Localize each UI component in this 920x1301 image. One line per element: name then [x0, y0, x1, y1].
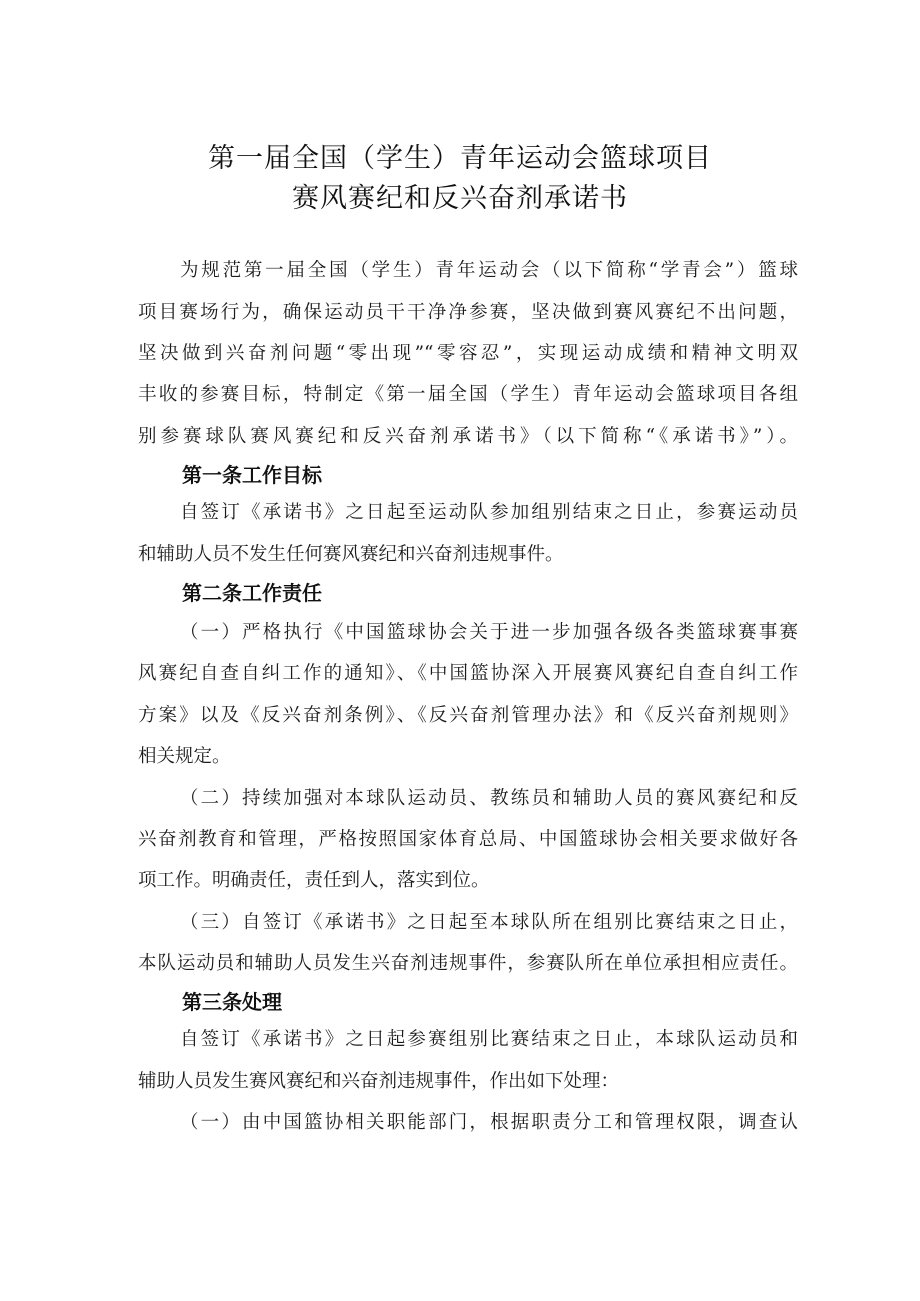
article-3-line: （一）由中国篮协相关职能部门，根据职责分工和管理权限，调查认	[180, 1112, 798, 1133]
intro-line: 坚决做到兴奋剂问题“零出现”“零容忍”，实现运动成绩和精神文明双	[138, 343, 798, 364]
intro-line: 项目赛场行为，确保运动员干干净净参赛，坚决做到赛风赛纪不出问题，	[138, 302, 798, 323]
article-2-item-1-line: 方案》以及《反兴奋剂条例》、《反兴奋剂管理办法》和《反兴奋剂规则》	[138, 705, 798, 726]
article-1-heading: 第一条工作目标	[182, 463, 322, 487]
article-3-line: 自签订《承诺书》之日起参赛组别比赛结束之日止，本球队运动员和	[180, 1029, 798, 1050]
article-3-line: 辅助人员发生赛风赛纪和兴奋剂违规事件，作出如下处理：	[138, 1071, 620, 1092]
article-2-item-2-line: 兴奋剂教育和管理，严格按照国家体育总局、中国篮球协会相关要求做好各	[138, 829, 798, 850]
intro-line: 为规范第一届全国（学生）青年运动会（以下简称“学青会”）篮球	[180, 260, 798, 281]
article-1-line: 自签订《承诺书》之日起至运动队参加组别结束之日止，参赛运动员	[180, 502, 798, 523]
article-2-item-2-line: 项工作。明确责任，责任到人，落实到位。	[138, 870, 490, 891]
intro-line: 丰收的参赛目标，特制定《第一届全国（学生）青年运动会篮球项目各组	[138, 384, 798, 405]
article-2-item-1-line: 相关规定。	[138, 746, 231, 767]
article-2-item-1-line: 风赛纪自查自纠工作的通知》、《中国篮协深入开展赛风赛纪自查自纠工作	[138, 663, 798, 684]
article-2-item-1-line: （一）严格执行《中国篮球协会关于进一步加强各级各类篮球赛事赛	[180, 622, 798, 643]
article-2-item-2-line: （二）持续加强对本球队运动员、教练员和辅助人员的赛风赛纪和反	[180, 788, 798, 809]
document-title-line-1: 第一届全国（学生）青年运动会篮球项目	[208, 143, 712, 174]
article-2-item-3-line: 本队运动员和辅助人员发生兴奋剂违规事件，参赛队所在单位承担相应责任。	[138, 953, 798, 974]
document-title-line-2: 赛风赛纪和反兴奋剂承诺书	[292, 183, 628, 214]
intro-line: 别参赛球队赛风赛纪和反兴奋剂承诺书》（以下简称“《承诺书》”）。	[138, 426, 798, 447]
article-2-item-3-line: （三）自签订《承诺书》之日起至本球队所在组别比赛结束之日止，	[180, 912, 798, 933]
article-1-line: 和辅助人员不发生任何赛风赛纪和兴奋剂违规事件。	[138, 544, 564, 565]
article-3-heading: 第三条处理	[182, 990, 282, 1014]
article-2-heading: 第二条工作责任	[182, 581, 322, 605]
